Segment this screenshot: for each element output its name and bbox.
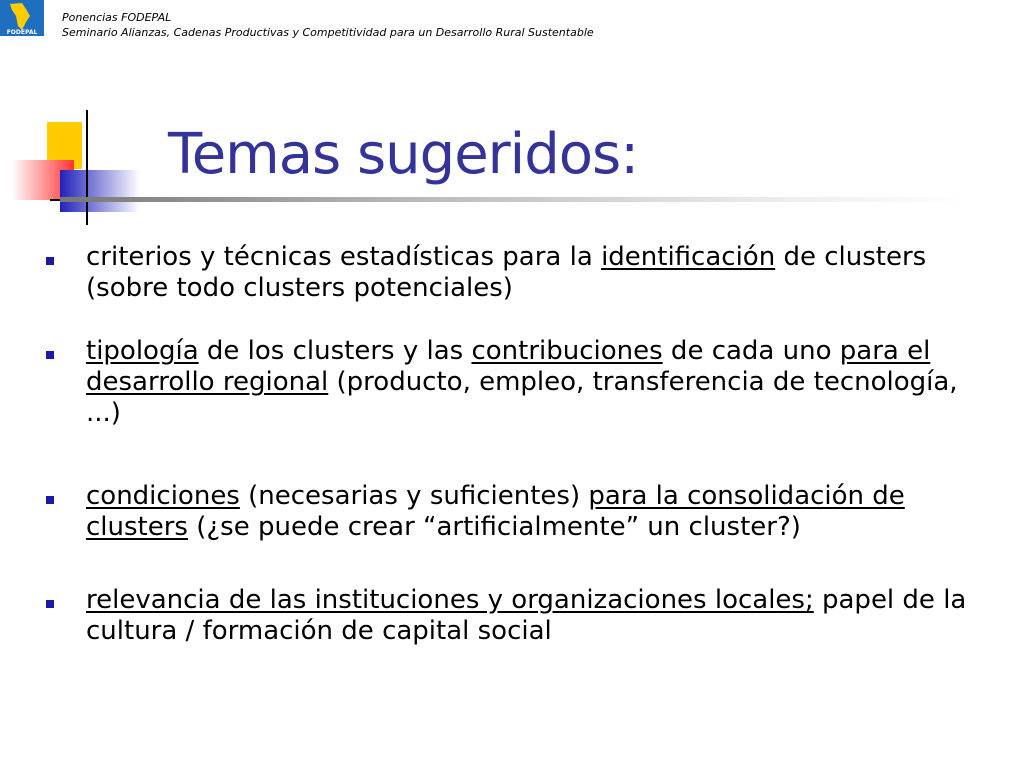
title-divider — [60, 197, 970, 202]
header-line-1: Ponencias FODEPAL — [62, 11, 172, 24]
slide-header — [62, 10, 594, 40]
bullet-item: condiciones (necesarias y suficientes) para la consolidación de clusters (¿se puede crear “artificialmente” un cluster?) — [46, 481, 986, 543]
fodepal-logo — [0, 0, 44, 36]
slide-title: Temas sugeridos: — [168, 122, 639, 187]
bullet-list — [46, 242, 986, 647]
square-bullet-icon — [46, 257, 54, 265]
bullet-item: criterios y técnicas estadísticas para la identificación de clusters (sobre todo clusters potenciales) — [46, 242, 986, 304]
square-bullet-icon — [46, 600, 54, 608]
bullet-item: relevancia de las instituciones y organizaciones locales; papel de la cultura / formación de capital social — [46, 585, 986, 647]
square-bullet-icon — [46, 496, 54, 504]
square-bullet-icon — [46, 351, 54, 359]
header-line-2: Seminario Alianzas, Cadenas Productivas y Competitividad para un Desarrollo Rural Sustentable — [62, 26, 594, 39]
svg-text:FODEPAL: FODEPAL — [6, 29, 38, 36]
bullet-item: tipología de los clusters y las contribuciones de cada uno para el desarrollo regional (producto, empleo, transferencia de tecnología, ...) — [46, 336, 986, 429]
